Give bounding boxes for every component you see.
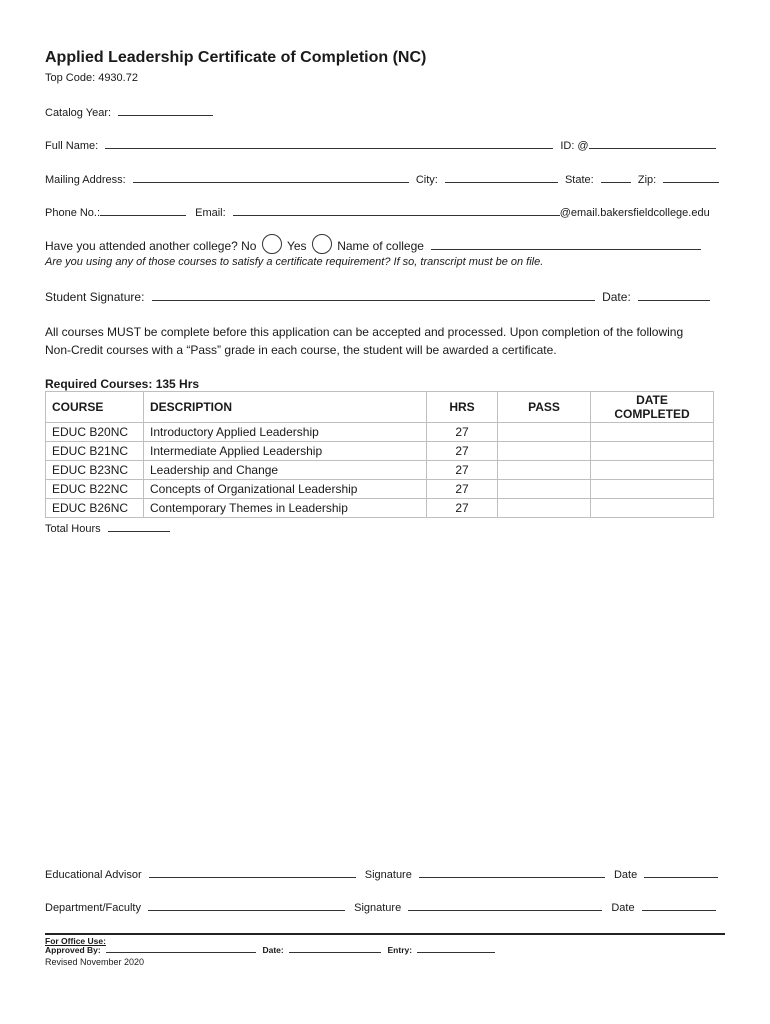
header-date-completed: DATE COMPLETED [591,392,714,423]
course-hrs: 27 [427,499,498,518]
pass-cell[interactable] [498,499,591,518]
department-faculty-field[interactable] [148,900,345,911]
pass-cell[interactable] [498,480,591,499]
date-completed-cell[interactable] [591,499,714,518]
department-faculty-label: Department/Faculty [45,902,141,914]
revised-date: Revised November 2020 [45,957,145,967]
course-description: Introductory Applied Leadership [144,423,427,442]
pass-cell[interactable] [498,442,591,461]
date-completed-cell[interactable] [591,461,714,480]
advisor-signature-label: Signature [364,869,412,881]
date-completed-cell[interactable] [591,423,714,442]
mailing-address-field[interactable] [133,172,409,183]
email-field[interactable] [233,205,560,216]
date-completed-cell[interactable] [591,442,714,461]
total-hours-label: Total Hours [45,523,101,535]
yes-radio[interactable] [312,234,332,254]
course-hrs: 27 [427,423,498,442]
table-header-row [46,392,714,423]
student-signature-label: Student Signature: [45,290,145,304]
course-description: Contemporary Themes in Leadership [144,499,427,518]
pass-cell[interactable] [498,461,591,480]
office-use-divider [45,933,725,935]
course-hrs: 27 [427,461,498,480]
required-courses-heading: Required Courses: 135 Hrs [45,377,200,391]
email-label: Email: [195,207,226,219]
attended-college-row [45,234,701,254]
course-code: EDUC B22NC [46,480,144,499]
state-field[interactable] [601,172,631,183]
entry-label: Entry: [387,945,413,955]
header-description: DESCRIPTION [144,392,427,423]
courses-table [45,391,714,518]
office-use-row [45,945,495,955]
student-signature-row [45,290,710,304]
educational-advisor-label: Educational Advisor [45,869,142,881]
id-field[interactable] [589,138,716,149]
catalog-year-label: Catalog Year: [45,107,112,119]
faculty-signature-field[interactable] [408,900,602,911]
approved-by-label: Approved By: [45,945,101,955]
header-course: COURSE [46,392,144,423]
student-date-field[interactable] [638,290,710,301]
top-code: Top Code: 4930.72 [45,72,138,84]
zip-field[interactable] [663,172,719,183]
state-label: State: [564,174,594,186]
college-name-field[interactable] [431,239,701,250]
department-faculty-row [45,900,716,914]
phone-email-row [45,205,710,219]
phone-label: Phone No.: [45,207,101,219]
full-name-field[interactable] [105,138,553,149]
college-name-label: Name of college [337,239,424,253]
no-radio[interactable] [262,234,282,254]
approved-by-field[interactable] [106,945,256,953]
city-field[interactable] [445,172,558,183]
course-code: EDUC B20NC [46,423,144,442]
page-title: Applied Leadership Certificate of Completion (NC) [45,49,427,66]
email-domain: @email.bakersfieldcollege.edu [559,207,710,219]
student-signature-field[interactable] [152,290,595,301]
advisor-date-field[interactable] [644,867,718,878]
table-row [46,423,714,442]
date-completed-cell[interactable] [591,480,714,499]
full-name-row [45,138,716,152]
header-pass: PASS [498,392,591,423]
mailing-address-label: Mailing Address: [45,174,126,186]
total-hours-field[interactable] [108,521,170,532]
faculty-date-label: Date [611,902,635,914]
office-date-label: Date: [262,945,284,955]
yes-label: Yes [286,239,307,253]
course-description: Leadership and Change [144,461,427,480]
city-label: City: [415,174,438,186]
faculty-date-field[interactable] [642,900,716,911]
attended-question: Have you attended another college? No [45,239,257,253]
course-description: Intermediate Applied Leadership [144,442,427,461]
instructions-line-1: All courses MUST be complete before this application can be accepted and processed. Upon completion of the following [45,325,684,339]
course-code: EDUC B23NC [46,461,144,480]
total-hours-row [45,521,170,535]
advisor-signature-field[interactable] [419,867,605,878]
advisor-date-label: Date [613,869,638,881]
course-code: EDUC B26NC [46,499,144,518]
course-code: EDUC B21NC [46,442,144,461]
table-row [46,480,714,499]
full-name-label: Full Name: [45,140,99,152]
catalog-year-row [45,105,213,119]
course-description: Concepts of Organizational Leadership [144,480,427,499]
educational-advisor-field[interactable] [149,867,356,878]
table-row [46,499,714,518]
id-label: ID: @ [560,140,589,152]
instructions-line-2: Non-Credit courses with a “Pass” grade in each course, the student will be awarded a certificate. [45,343,557,357]
entry-field[interactable] [417,945,495,953]
student-date-label: Date: [602,290,631,304]
course-hrs: 27 [427,480,498,499]
zip-label: Zip: [637,174,657,186]
educational-advisor-row [45,867,718,881]
header-hrs: HRS [427,392,498,423]
table-row [46,461,714,480]
course-hrs: 27 [427,442,498,461]
satisfy-question: Are you using any of those courses to satisfy a certificate requirement? If so, transcript must be on file. [45,256,544,268]
catalog-year-field[interactable] [118,105,213,116]
phone-field[interactable] [100,205,186,216]
office-date-field[interactable] [289,945,381,953]
faculty-signature-label: Signature [354,902,402,914]
mailing-address-row [45,172,719,186]
office-use-label: For Office Use: [45,936,106,946]
table-row [46,442,714,461]
pass-cell[interactable] [498,423,591,442]
